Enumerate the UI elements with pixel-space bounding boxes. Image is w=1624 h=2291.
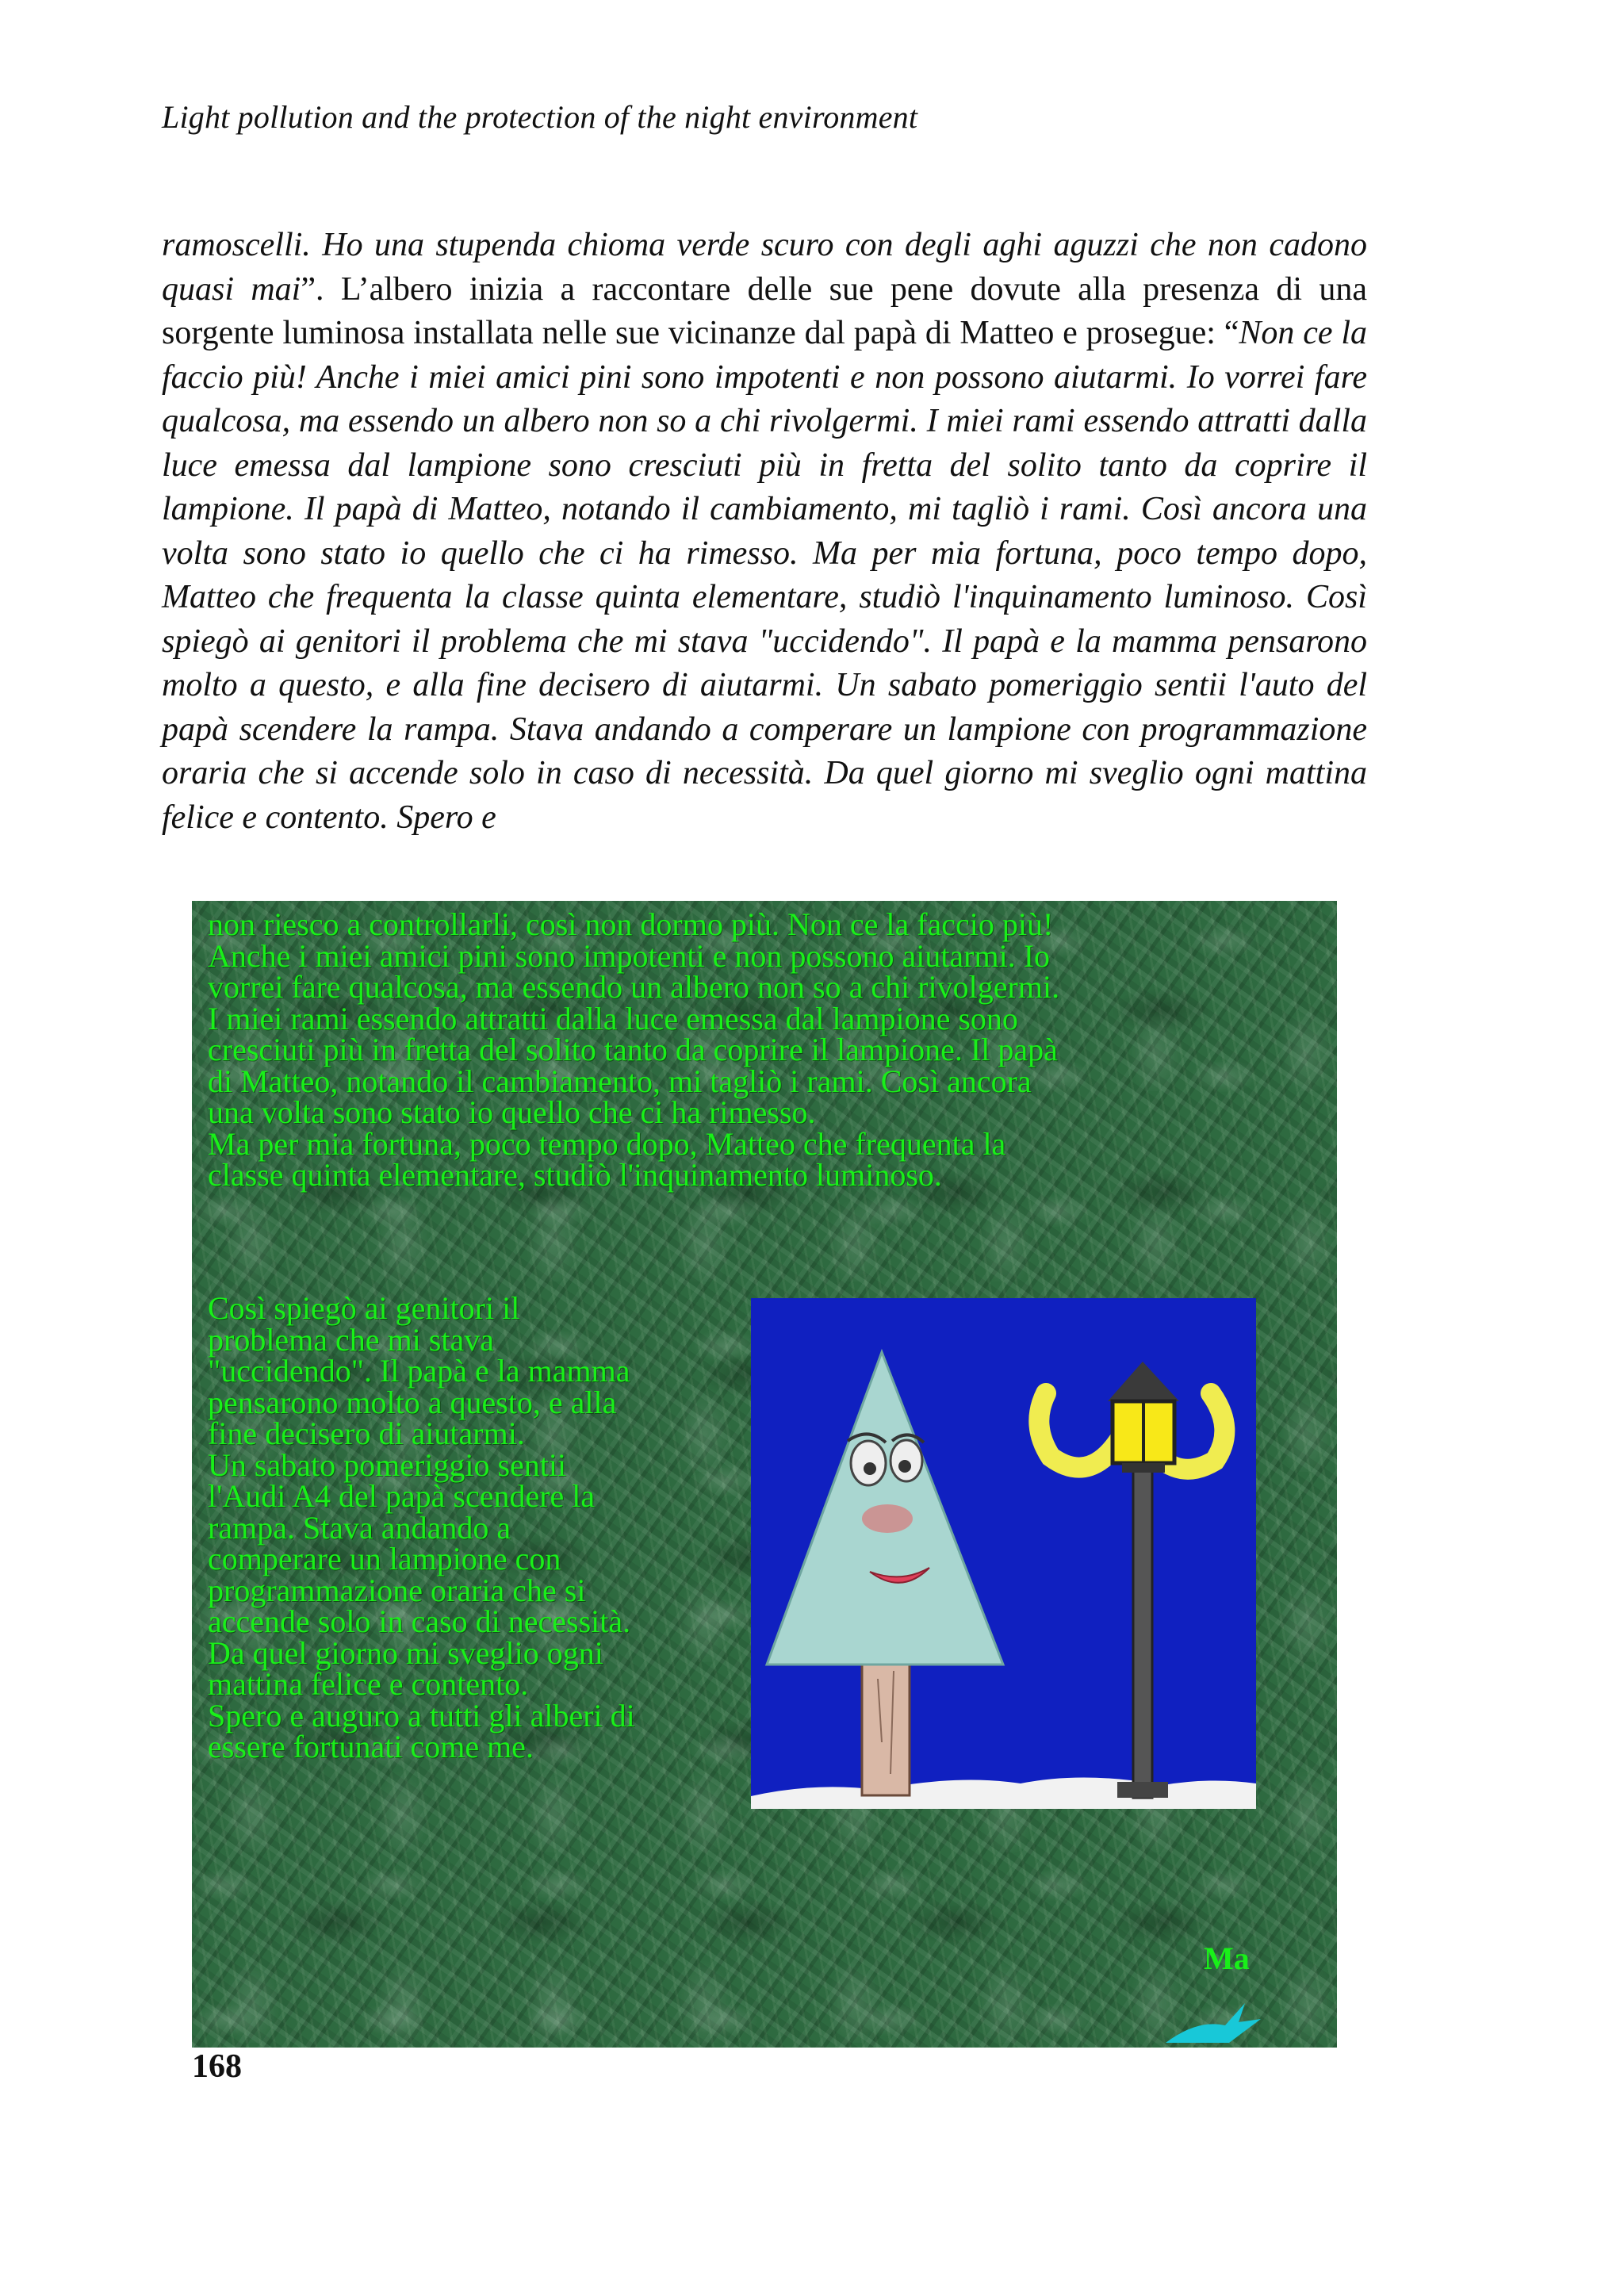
body-paragraph [162, 224, 1367, 840]
running-header: Light pollution and the protection of the night environment [162, 99, 918, 135]
lamp-post [1133, 1429, 1152, 1798]
figure-line: di Matteo, notando il cambiamento, mi tagliò i rami. Così ancora [208, 1063, 1032, 1099]
figure-line: problema che mi stava [208, 1321, 494, 1358]
figure-line: pensarono molto a questo, e alla [208, 1384, 617, 1420]
figure-line: Ma per mia fortuna, poco tempo dopo, Matteo che frequenta la [208, 1125, 1006, 1162]
figure-line: una volta sono stato io quello che ci ha rimesso. [208, 1094, 816, 1130]
figure-line: cresciuti più in fretta del solito tanto da coprire il lampione. Il papà [208, 1032, 1058, 1067]
figure-line: mattina felice e contento. [208, 1666, 529, 1702]
tree-and-lamp-drawing [751, 1298, 1256, 1809]
figure-line: Da quel giorno mi sveglio ogni [208, 1634, 603, 1671]
figure-line: I miei rami essendo attratti dalla luce emessa dal lampione sono [208, 1000, 1018, 1036]
body-plain-1: ”. L’albero inizia a raccontare delle sue pene dovute alla presenza di una sorgente luminosa installata nelle sue vicinanze dal papà di Matteo e prosegue: “ [162, 270, 1368, 351]
figure-line: vorrei fare qualcosa, ma essendo un albero non so a chi rivolgermi. [208, 969, 1060, 1005]
figure-line: Anche i miei amici pini sono impotenti e non possono aiutarmi. Io [208, 937, 1051, 974]
figure-line: programmazione oraria che si [208, 1572, 586, 1608]
figure-line: rampa. Stava andando a [208, 1509, 511, 1546]
body-italic-2: Non ce la faccio più! Anche i miei amici pini sono impotenti e non possono aiutarmi. Io vorrei fare qualcosa, ma essendo un albero non so a chi rivolgermi. I miei rami essendo attratti dalla luce emessa dal lampione sono cresciuti più in fretta del solito tanto da coprire il lampione. Il papà di Matteo, notando il cambiamento, mi tagliò i rami. Così ancora una volta sono stato io quello che ci ha rimesso. Ma per mia fortuna, poco tempo dopo, Matteo che frequenta la classe quinta elementare, studiò l'inquinamento luminoso. Così spiegò ai genitori il problema che mi stava "uccidendo". Il papà e la mamma pensarono molto a questo, e alla fine decisero di aiutarmi. Un sabato pomeriggio sentii l'auto del papà scendere la rampa. Stava andando a comperare un lampione con programmazione oraria che si accende solo in caso di necessità. Da quel giorno mi sveglio ogni mattina felice e contento. Spero e [162, 315, 1367, 836]
signature: Ma [1204, 1940, 1250, 1976]
page-number: 168 [192, 2048, 242, 2085]
figure-line: accende solo in caso di necessità. [208, 1603, 631, 1639]
tree-nose [862, 1504, 913, 1533]
figure-line: Così spiegò ai genitori il [208, 1290, 520, 1326]
figure-line: Spero e auguro a tutti gli alberi di [208, 1697, 635, 1734]
figure-text-top [208, 906, 1318, 1193]
body-italic-1: ramoscelli. Ho una stupenda chioma verde scuro con degli aghi aguzzi che non cadono quasi mai [162, 227, 1367, 308]
figure-line: classe quinta elementare, studiò l'inquinamento luminoso. [208, 1157, 942, 1193]
illustration-figure [192, 901, 1337, 2048]
figure-line: fine decisero di aiutarmi. [208, 1416, 525, 1451]
leaf-mark-icon [1166, 1995, 1261, 2048]
figure-line: non riesco a controllarli, così non dormo più. Non ce la faccio più! [208, 906, 1054, 942]
figure-line: Un sabato pomeriggio sentii [208, 1446, 567, 1483]
figure-line: "uccidendo". Il papà e la mamma [208, 1353, 630, 1389]
figure-line: essere fortunati come me. [208, 1729, 534, 1764]
tree-trunk [862, 1659, 910, 1795]
figure-text-left [208, 1290, 763, 1764]
figure-line: comperare un lampione con [208, 1541, 561, 1576]
figure-line: l'Audi A4 del papà scendere la [208, 1478, 596, 1514]
